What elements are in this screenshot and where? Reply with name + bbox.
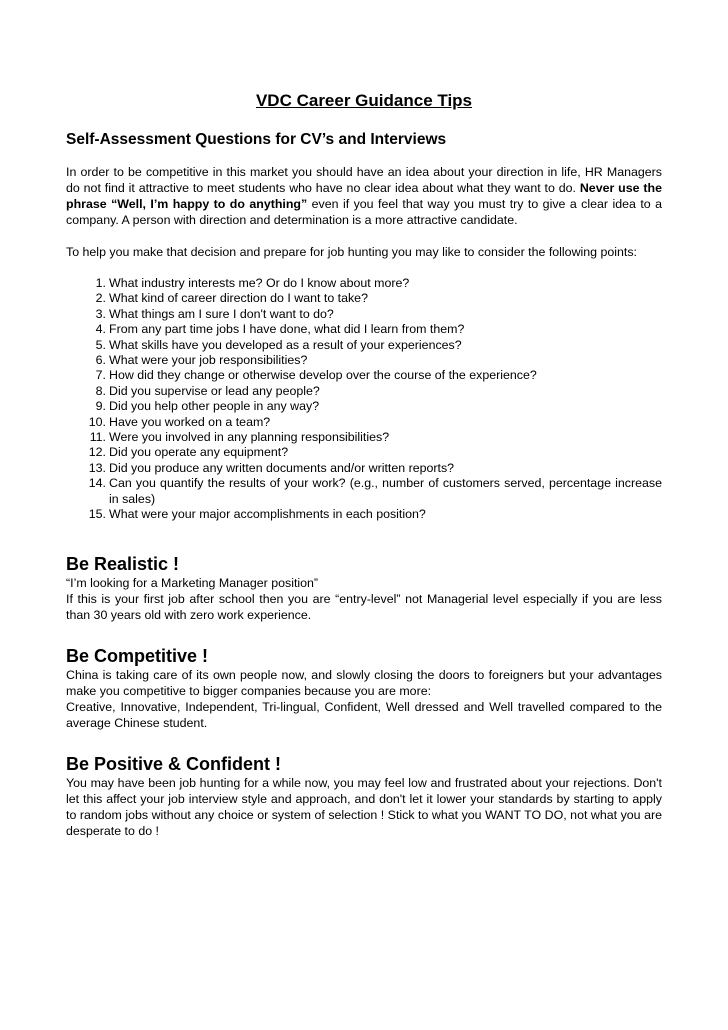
list-item xyxy=(66,291,662,306)
list-item xyxy=(66,445,662,460)
list-number: 12. xyxy=(88,445,106,460)
list-number: 4. xyxy=(95,322,106,337)
list-text: Can you quantify the results of your work? (e.g., number of customers served, percentage increase in sales) xyxy=(109,476,662,506)
list-text: Did you produce any written documents and/or written reports? xyxy=(109,460,455,475)
list-item xyxy=(66,461,662,476)
list-item xyxy=(66,353,662,368)
list-item xyxy=(66,338,662,353)
list-number: 13. xyxy=(88,460,106,475)
list-number: 2. xyxy=(95,291,106,306)
intro-text-before: In order to be competitive in this market you should have an idea about your direction in life, HR Managers do not find it attractive to meet students who have no clear idea about what they want to do. xyxy=(66,165,662,195)
list-text: Have you worked on a team? xyxy=(109,414,271,429)
questions-list xyxy=(66,276,662,523)
positive-heading: Be Positive & Confident ! xyxy=(66,753,282,774)
list-number: 1. xyxy=(95,276,106,290)
list-number: 6. xyxy=(95,353,106,368)
list-number: 15. xyxy=(88,507,106,522)
list-text: Did you help other people in any way? xyxy=(109,399,320,414)
realistic-heading: Be Realistic ! xyxy=(66,553,180,574)
competitive-body: China is taking care of its own people now, and slowly closing the doors to foreigners but your advantages make you competitive to bigger companies because you are more: xyxy=(66,667,662,698)
intro-paragraph xyxy=(66,164,662,228)
list-text: What kind of career direction do I want to take? xyxy=(109,291,368,306)
page-title: VDC Career Guidance Tips xyxy=(255,91,473,110)
list-text: What were your major accomplishments in each position? xyxy=(109,507,426,522)
list-text: Were you involved in any planning responsibilities? xyxy=(109,430,390,445)
list-item xyxy=(66,507,662,522)
list-number: 14. xyxy=(88,476,106,491)
list-number: 7. xyxy=(95,368,106,383)
section-subtitle: Self-Assessment Questions for CV’s and Interviews xyxy=(66,131,447,148)
list-number: 11. xyxy=(89,430,106,445)
list-number: 10. xyxy=(88,414,106,429)
list-item xyxy=(66,384,662,399)
competitive-section xyxy=(66,645,662,731)
list-item xyxy=(66,476,662,507)
list-text: Did you supervise or lead any people? xyxy=(109,383,320,398)
list-item xyxy=(66,276,662,291)
realistic-section xyxy=(66,553,662,623)
list-number: 9. xyxy=(95,399,106,414)
list-text: What industry interests me? Or do I know about more? xyxy=(109,276,410,290)
positive-section xyxy=(66,753,662,839)
list-text: What things am I sure I don't want to do? xyxy=(109,306,334,321)
list-item xyxy=(66,307,662,322)
list-item xyxy=(66,399,662,414)
list-text: How did they change or otherwise develop over the course of the experience? xyxy=(109,368,537,383)
competitive-heading: Be Competitive ! xyxy=(66,645,209,666)
list-text: From any part time jobs I have done, what did I learn from them? xyxy=(109,322,465,337)
list-item xyxy=(66,322,662,337)
list-text: What were your job responsibilities? xyxy=(109,353,308,368)
lead-in-paragraph: To help you make that decision and prepare for job hunting you may like to consider the following points: xyxy=(66,245,637,259)
intro-text-after: even if you feel that way you must try to give a clear idea to a company. A person with direction and determination is a more attractive candidate. xyxy=(66,197,663,227)
realistic-body: If this is your first job after school then you are “entry-level” not Managerial level especially if you are less than 30 years old with zero work experience. xyxy=(66,591,662,622)
realistic-quote: “I’m looking for a Marketing Manager position” xyxy=(66,575,319,590)
competitive-qualities: Creative, Innovative, Independent, Tri-lingual, Confident, Well dressed and Well travelled compared to the average Chinese student. xyxy=(66,699,662,730)
list-item xyxy=(66,415,662,430)
list-text: What skills have you developed as a result of your experiences? xyxy=(109,337,462,352)
list-number: 5. xyxy=(95,337,106,352)
list-number: 8. xyxy=(95,383,106,398)
list-number: 3. xyxy=(95,306,106,321)
list-text: Did you operate any equipment? xyxy=(109,445,289,460)
intro-bold-phrase: Never use the phrase “Well, I’m happy to do anything” xyxy=(66,181,662,211)
positive-body: You may have been job hunting for a while now, you may feel low and frustrated about your rejections. Don't let this affect your job interview style and approach, and don't let it lower your standards by starting to apply to random jobs without any choice or system of selection ! Stick to what you WANT TO DO, not what you are desperate to do ! xyxy=(66,775,662,838)
list-item xyxy=(66,368,662,383)
list-item xyxy=(66,430,662,445)
